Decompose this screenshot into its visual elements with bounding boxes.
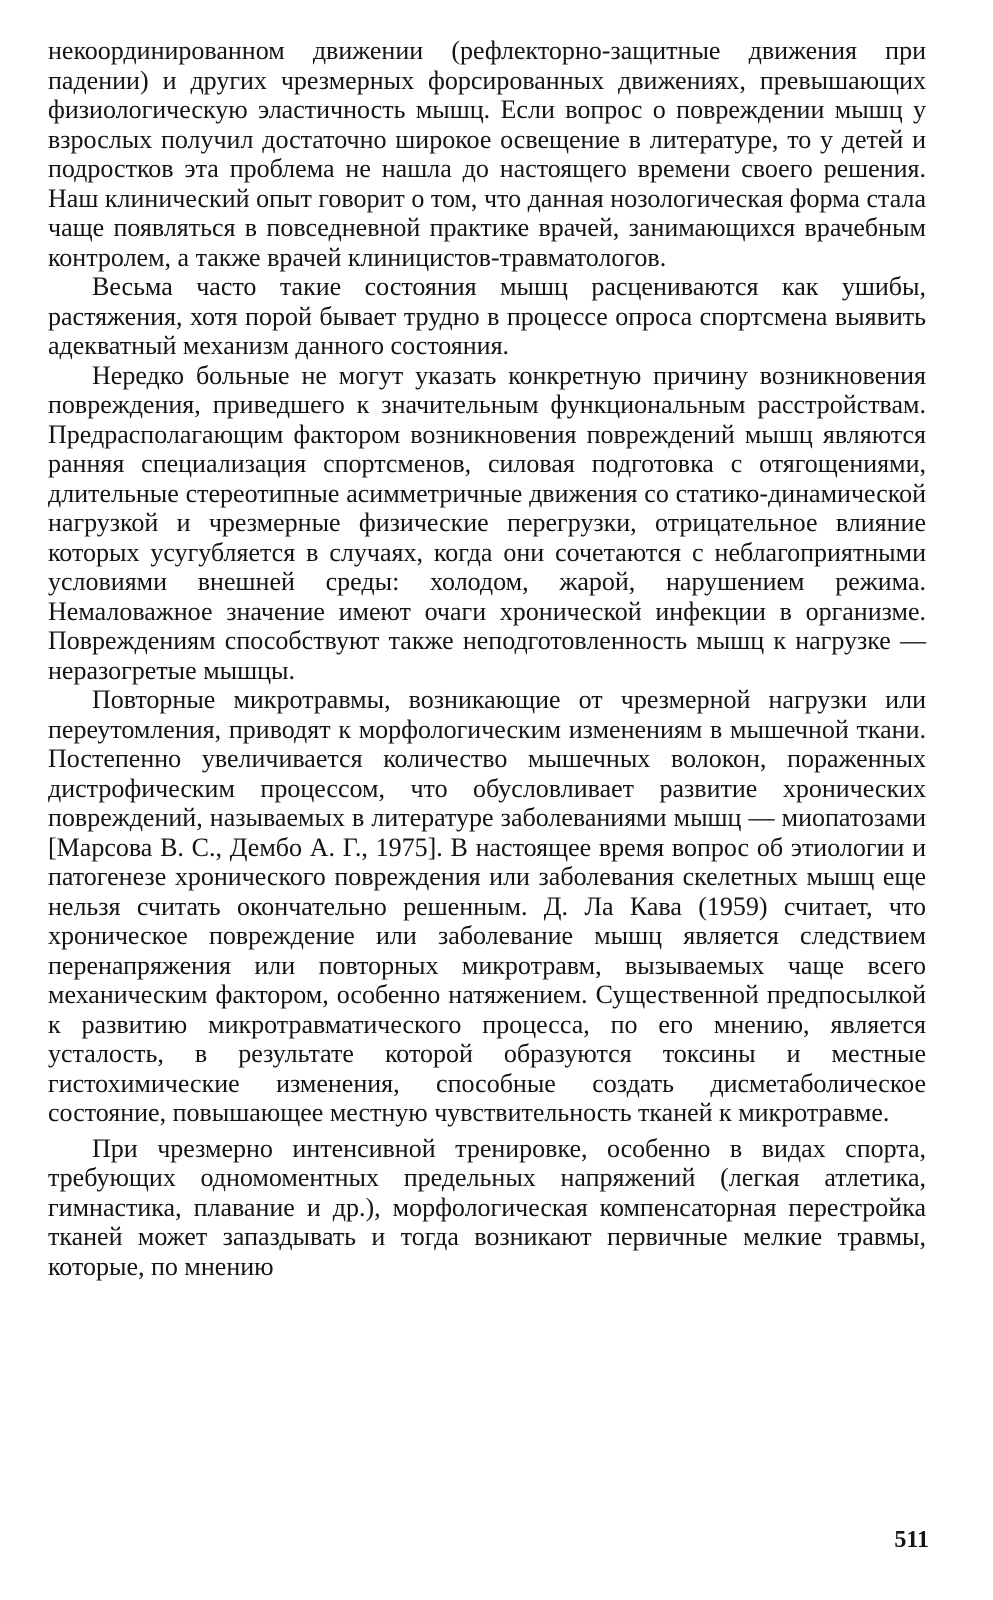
paragraph-muscle-injury-overview: некоординированном движении (рефлекторно-защитные движения при падении) и других чрезмерных форсированных движениях, превышающих физиологическую эластичность мышц. Если вопрос о повреждении мышц у взрослых получил достаточно широкое освещение в литературе, то у детей и подростков эта проблема не нашла до настоящего времени своего решения. Наш клинический опыт говорит о том, что данная нозологическая форма стала чаще появляться в повседневной практике врачей, занимающихся врачебным контролем, а также врачей клиницистов-травматологов.: [48, 36, 926, 272]
page-number: 511: [894, 1527, 929, 1553]
paragraph-microtrauma: Повторные микротравмы, возникающие от чрезмерной нагрузки или переутомления, приводят к морфологическим изменениям в мышечной ткани. Постепенно увеличивается количество мышечных волокон, пораженных дистрофическим процессом, что обусловливает развитие хронических повреждений, называемых в литературе заболеваниями мышц — миопатозами [Марсова В. С., Дембо А. Г., 1975]. В настоящее время вопрос об этиологии и патогенезе хронического повреждения или заболевания скелетных мышц еще нельзя считать окончательно решенным. Д. Ла Кава (1959) считает, что хроническое повреждение или заболевание мышц является следствием перенапряжения или повторных микротравм, вызываемых чаще всего механическим фактором, особенно натяжением. Существенной предпосылкой к развитию микротравматического процесса, по его мнению, является усталость, в результате которой образуются токсины и местные гистохимические изменения, способные создать дисметаболическое состояние, повышающее местную чувствительность тканей к микротравме.: [48, 685, 926, 1127]
paragraph-injury-assessment: Весьма часто такие состояния мышц расцениваются как ушибы, растяжения, хотя порой бывает трудно в процессе опроса спортсмена выявить адекватный механизм данного состояния.: [48, 272, 926, 360]
body-text: [48, 36, 926, 1281]
paragraph-intensive-training: При чрезмерно интенсивной тренировке, особенно в видах спорта, требующих одномоментных предельных напряжений (легкая атлетика, гимнастика, плавание и др.), морфологическая компенсаторная перестройка тканей может запаздывать и тогда возникают первичные мелкие травмы, которые, по мнению: [48, 1133, 926, 1281]
paragraph-predisposing-factors: Нередко больные не могут указать конкретную причину возникновения повреждения, приведшего к значительным функциональным расстройствам. Предрасполагающим фактором возникновения повреждений мышц являются ранняя специализация спортсменов, силовая подготовка с отягощениями, длительные стереотипные асимметричные движения со статико-динамической нагрузкой и чрезмерные физические перегрузки, отрицательное влияние которых усугубляется в случаях, когда они сочетаются с неблагоприятными условиями внешней среды: холодом, жарой, нарушением режима. Немаловажное значение имеют очаги хронической инфекции в организме. Повреждениям способствуют также неподготовленность мышц к нагрузке — неразогретые мышцы.: [48, 360, 926, 685]
